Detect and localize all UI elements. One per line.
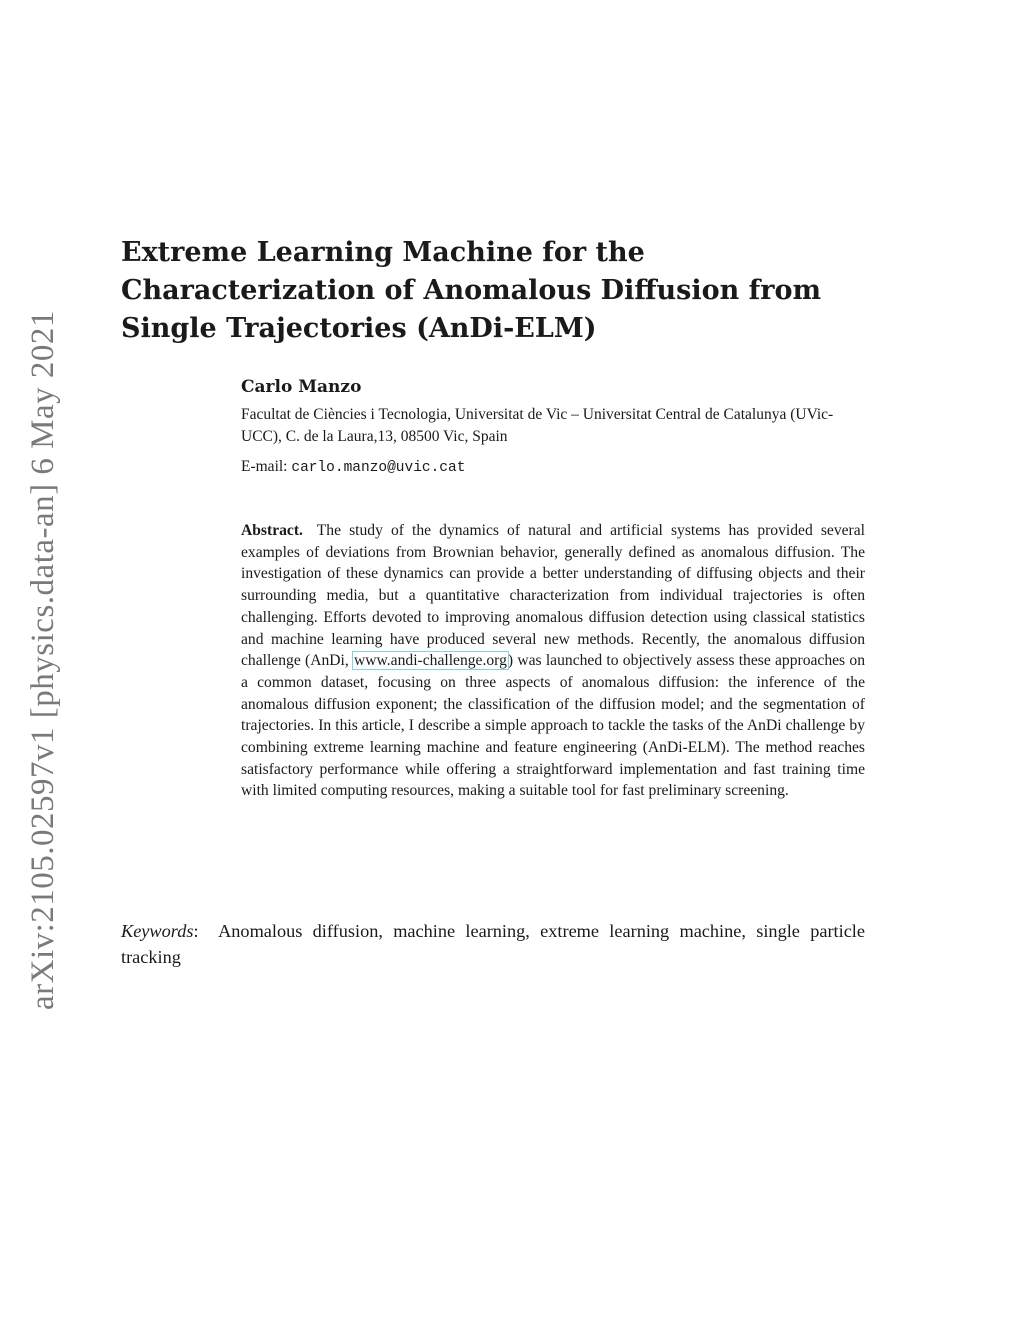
abstract xyxy=(241,520,865,802)
andi-challenge-link[interactable]: www.andi-challenge.org xyxy=(354,652,507,670)
author-email xyxy=(241,457,465,478)
abstract-text-part-1: The study of the dynamics of natural and artificial systems has provided several examples of deviations from Brownian behavior, generally defined as anomalous diffusion. The investigation of these dynamics can provide a better understanding of diffusing objects and their surrounding media, but a quantitative characterization from individual trajectories is often challenging. Efforts devoted to improving anomalous diffusion detection using classical statistics and machine learning have produced several new methods. Recently, the anomalous diffusion challenge (AnDi, xyxy=(241,522,865,670)
abstract-text-part-2: ) was launched to objectively assess these approaches on a common dataset, focusing on three aspects of anomalous diffusion: the inference of the anomalous diffusion exponent; the classification of the diffusion model; and the segmentation of trajectories. In this article, I describe a simple approach to tackle the tasks of the AnDi challenge by combining extreme learning machine and feature engineering (AnDi-ELM). The method reaches satisfactory performance while offering a straightforward implementation and fast training time with limited computing resources, making a suitable tool for fast preliminary screening. xyxy=(241,652,865,800)
abstract-label: Abstract. xyxy=(241,522,303,539)
keywords-text: Anomalous diffusion, machine learning, extreme learning machine, single particle tracking xyxy=(121,921,865,967)
arxiv-side-stamp: arXiv:2105.02597v1 [physics.data-an] 6 May 2021 xyxy=(25,310,61,1010)
author-affiliation: Facultat de Ciències i Tecnologia, Universitat de Vic – Universitat Central de Catalunya (UVic-UCC), C. de la Laura,13, 08500 Vic, Spain xyxy=(241,406,834,445)
email-label: E-mail: xyxy=(241,458,288,475)
keywords-label: Keywords xyxy=(121,921,194,941)
author-name: Carlo Manzo xyxy=(241,377,362,397)
keywords: Keywords: Anomalous diffusion, machine learning, extreme learning machine, single particle tracking xyxy=(121,921,865,967)
paper-title: Extreme Learning Machine for the Characterization of Anomalous Diffusion from Single Trajectories (AnDi-ELM) xyxy=(121,237,822,344)
email-address[interactable]: carlo.manzo@uvic.cat xyxy=(291,460,466,476)
